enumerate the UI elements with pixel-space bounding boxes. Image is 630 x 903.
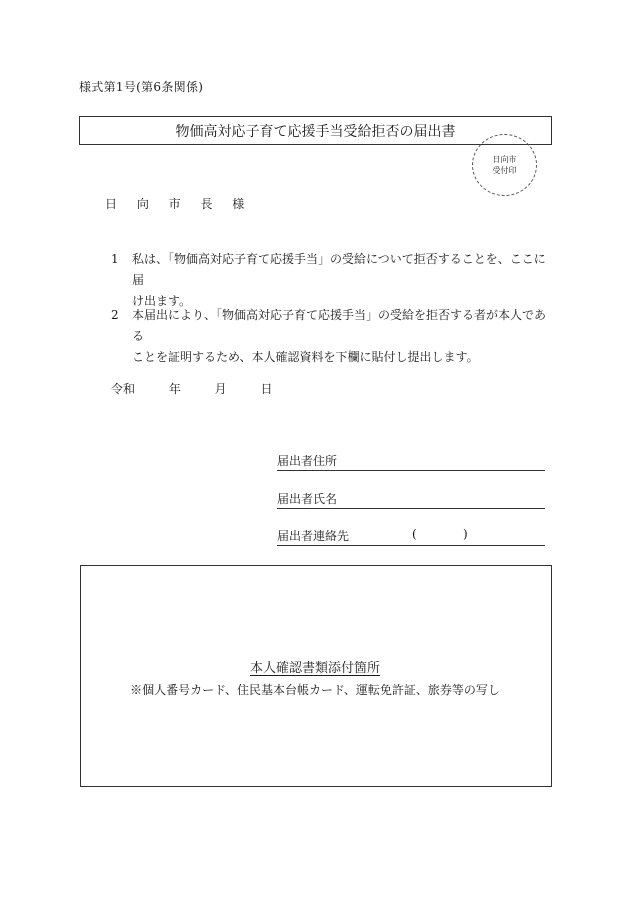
attachment-title [80,657,550,676]
name-label: 届出者氏名 [277,492,338,506]
attachment-box [80,565,552,787]
item-line-2: け出ます。 [132,294,192,308]
stamp-line-1: 日向市 [492,155,517,164]
form-title-box [79,116,552,145]
addressee: 日 向 市 長 様 [105,197,246,211]
reception-stamp-area [472,134,537,196]
contact-label: 届出者連絡先 [277,529,350,543]
item-line-1: 私は、「物価高対応子育て応援手当」の受給について拒否することを、ここに届 [132,252,546,287]
item-number: 2 [111,308,119,322]
attachment-note: ※個人番号カード、住民基本台帳カード、運転免許証、旅券等の写し [130,683,500,697]
declaration-item-1 [111,249,551,312]
address-label: 届出者住所 [277,454,338,468]
form-title: 物価高対応子育て応援手当受給拒否の届出書 [175,123,456,140]
declaration-item-2 [111,305,551,368]
item-number: 1 [111,252,119,266]
contact-paren-close: ) [463,527,468,541]
item-line-1: 本届出により、「物価高対応子育て応援手当」の受給を拒否する者が本人である [132,308,547,343]
stamp-line-2: 受付印 [492,166,517,175]
contact-field[interactable] [277,527,545,546]
item-line-2: ことを証明するため、本人確認資料を下欄に貼付し提出します。 [132,350,479,364]
date-line: 令和 年 月 日 [111,382,273,396]
attachment-title-text: 本人確認書類添付箇所 [249,661,380,676]
contact-paren-open: ( [412,527,417,541]
address-field[interactable] [277,452,545,471]
form-number: 様式第1号(第6条関係) [79,80,204,94]
name-field[interactable] [277,490,545,509]
